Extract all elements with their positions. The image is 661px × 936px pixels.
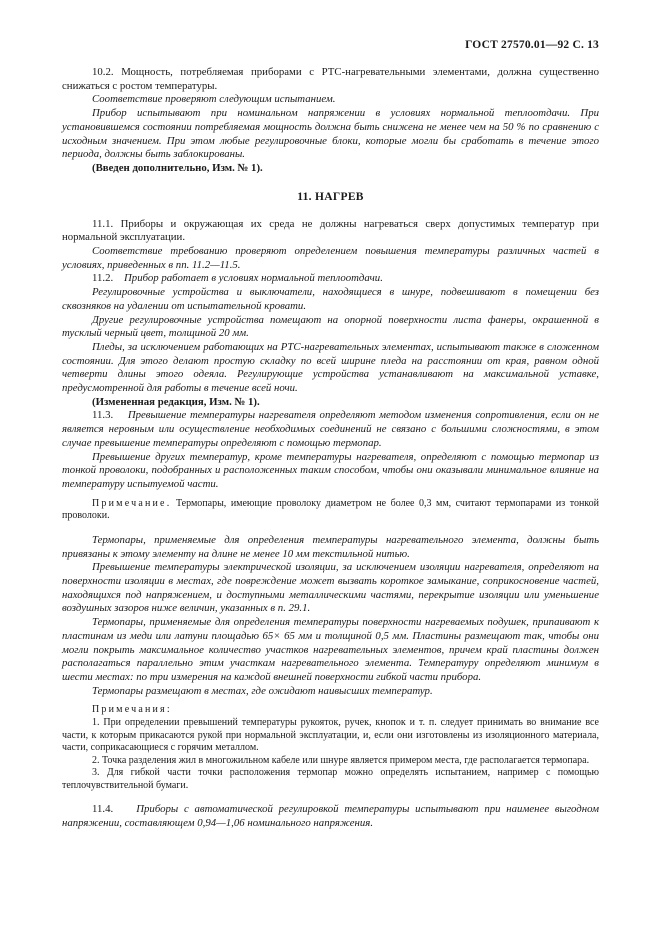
note xyxy=(62,498,599,523)
clause-text: Превышение температуры нагревателя определяют методом изменения сопротивления, если он не является неровным или осуществление необходимых соединений не связано с большими сложностями, в этом случае превышение температуры определяют с помощью термопар. xyxy=(62,409,599,449)
note-item: 3. Для гибкой части точки расположения термопар можно определять испытанием, например с помощью теплочувствительной бумаги. xyxy=(62,767,599,791)
clause-paragraph: Термопары, применяемые для определения температуры поверхности нагреваемых подушек, припаивают к пластинам из меди или латуни площадью 65× 65 мм и толщиной 0,5 мм. Пластины размещают так, чтобы они могли покрыть максимальное количество участков нагревательных элементов, причем край пластины должен располагаться параллельно этим участкам нагревательного элемента. Температуру определяют минимум в шести местах: по три измерения на каждой внешней поверхности гибкой части прибора. xyxy=(62,616,599,683)
clause-paragraph: Регулировочные устройства и выключатели, находящиеся в шнуре, подвешивают в помещении без сквозняков на удалении от испытательной кровати. xyxy=(62,286,599,312)
clause-11-1 xyxy=(62,218,599,245)
clause-10-2 xyxy=(62,66,599,93)
clause-paragraph: Термопары, применяемые для определения температуры нагревательного элемента, должны быть привязаны к этому элементу на длине не менее 10 мм текстильной нитью. xyxy=(62,533,599,560)
clause-number: 11.2. xyxy=(92,272,114,285)
clause-text: Приборы с автоматической регулировкой температуры испытывают при наименее выгодном напряжении, составляющем 0,94—1,06 номинального напряжения. xyxy=(62,803,599,830)
clause-text: Прибор работает в условиях нормальной теплоотдачи. xyxy=(124,272,383,285)
test-procedure: Прибор испытывают при номинальном напряжении в условиях нормальной теплоотдачи. При установившемся состоянии потребляемая мощность должна быть снижена не менее чем на 50 % по сравнению с исходным значением. При этом любые регулировочные блоки, которые могли бы сработать в течение этого периода, должны быть заблокированы. xyxy=(62,107,599,161)
clause-11-4 xyxy=(62,803,599,830)
amendment-note: (Введен дополнительно, Изм. № 1). xyxy=(92,161,263,174)
clause-text: Приборы и окружающая их среда не должны нагреваться сверх допустимых температур при нормальной эксплуатации. xyxy=(62,217,599,244)
clause-paragraph: Превышение других температур, кроме температуры нагревателя, определяют с помощью термопар из тонкой проволоки, подобранных и расположенных таким способом, чтобы они оказывали минимальное влияние на температуру испытуемой части. xyxy=(62,450,599,490)
notes-label: Примечания: xyxy=(92,704,172,716)
clause-text: Мощность, потребляемая приборами с РТС-нагревательными элементами, должна существенно снижаться с ростом температуры. xyxy=(62,66,599,92)
notes-heading xyxy=(62,704,599,717)
clause-11-3 xyxy=(62,409,599,450)
clause-number: 11.3. xyxy=(92,409,114,422)
amendment-note: (Измененная редакция, Изм. № 1). xyxy=(92,395,260,408)
clause-paragraph: Другие регулировочные устройства помещают на опорной поверхности листа фанеры, окрашенной в тусклый черный цвет, толщиной 20 мм. xyxy=(62,313,599,340)
clause-number: 11.4. xyxy=(92,803,114,816)
compliance-statement: Соответствие требованию проверяют определением повышения температуры различных частей в условиях, приведенных в пп. 11.2—11.5. xyxy=(62,245,599,271)
note-label: Примечание. xyxy=(92,497,172,509)
clause-paragraph: Термопары размещают в местах, где ожидают наивысших температур. xyxy=(92,684,433,697)
clause-11-2 xyxy=(62,272,599,286)
note-text: Термопары, имеющие проволоку диаметром не более 0,3 мм, считают термопарами из тонкой проволоки. xyxy=(62,497,599,522)
compliance-statement: Соответствие проверяют следующим испытанием. xyxy=(92,93,336,106)
clause-number: 11.1. xyxy=(92,217,114,230)
page-header: ГОСТ 27570.01—92 С. 13 xyxy=(465,39,599,51)
clause-paragraph: Пледы, за исключением работающих на РТС-нагревательных элементах, испытывают также в сложенном состоянии. Для этого делают простую складку по всей ширине пледа на расстоянии от края, равном одной четверти длины этого одеяла. Регулирующие устройства устанавливают на максимальной уставке, предусмотренной для работы в течение всей ночи. xyxy=(62,340,599,395)
clause-number: 10.2. xyxy=(92,66,114,78)
clause-paragraph: Превышение температуры электрической изоляции, за исключением изоляции нагревателя, определяют на поверхности изоляции в местах, где повреждение может вызвать короткое замыкание, соприкосновение частей, находящихся под напряжением, и доступными металлическими частями, перекрытие изоляции или уменьшение воздушных зазоров ниже величин, указанных в п. 29.1. xyxy=(62,561,599,615)
note-item: 1. При определении превышений температуры рукояток, ручек, кнопок и т. п. следует принимать во внимание все части, к которым прикасаются рукой при нормальной эксплуатации, и, если они изготовлены из изоляционного материала, части, соприкасающиеся с горячим металлом. xyxy=(62,716,599,754)
section-title: 11. НАГРЕВ xyxy=(297,190,364,203)
note-item: 2. Точка разделения жил в многожильном кабеле или шнуре является примером места, где располагается термопара. xyxy=(92,754,590,766)
